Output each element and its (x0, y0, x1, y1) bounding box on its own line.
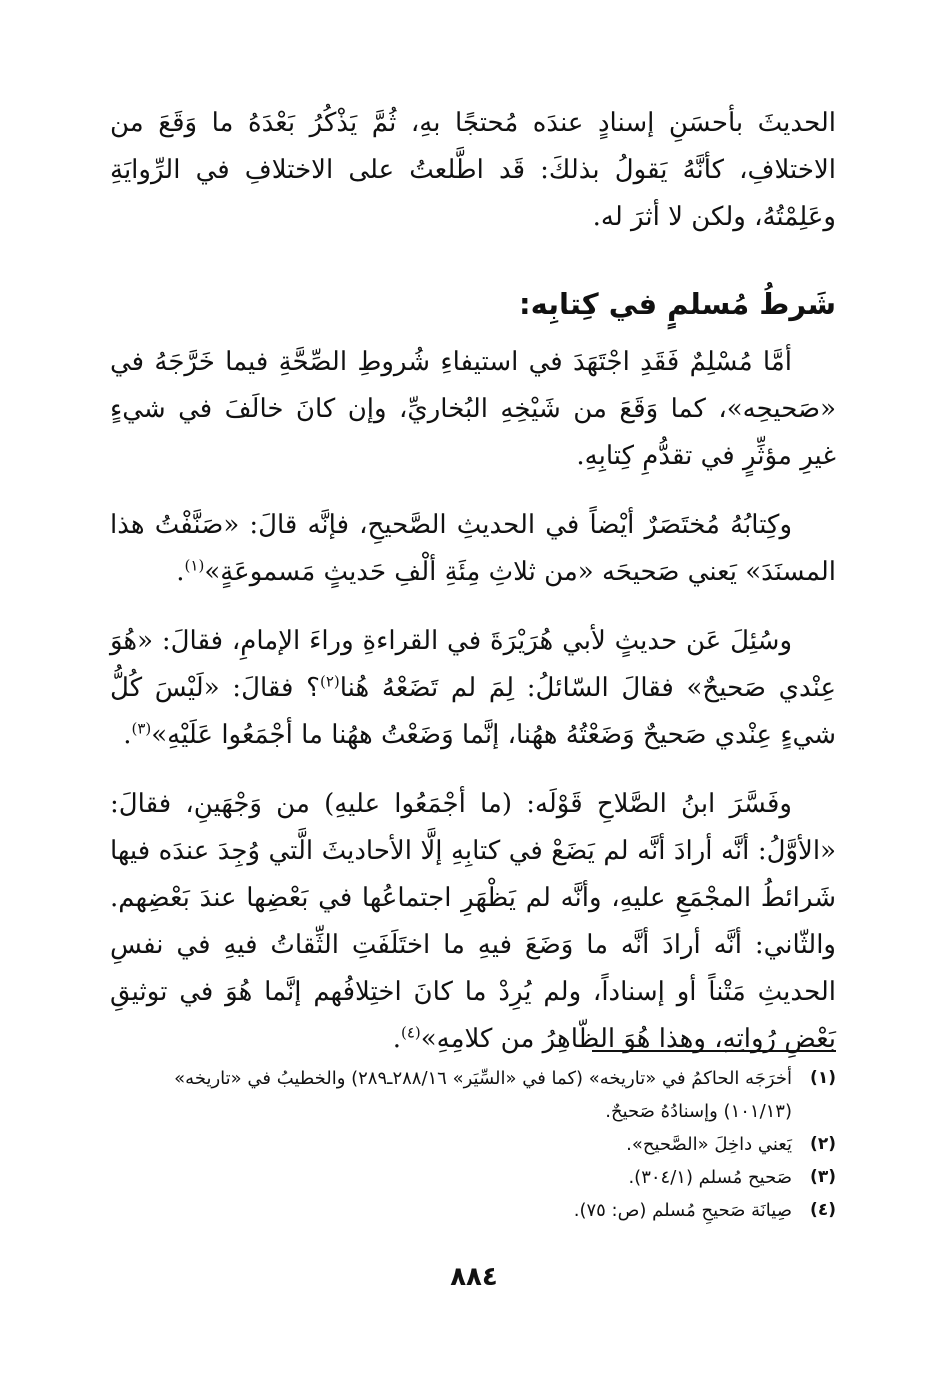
footnote-number: (٤) (810, 1200, 836, 1220)
footnotes (110, 1062, 836, 1227)
footnote-ref-3[interactable]: (٣) (131, 719, 152, 738)
paragraph-3-text: وكِتابُهُ مُختَصَرٌ أيْضاً في الحديثِ الصَّحيحِ، فإنَّه قالَ: «صَنَّفْتُ هذا المسنَدَ» يَعني صَحيحَه «من ثلاثِ مِئَةِ ألْفِ حَديثٍ مَسموعَةٍ» (110, 510, 836, 587)
footnote-ref-4[interactable]: (٤) (400, 1023, 421, 1042)
paragraph-4-end: . (123, 720, 132, 750)
footnote-text: يَعني داخِلَ «الصَّحيح». (626, 1134, 792, 1155)
paragraph-5-text: وفَسَّرَ ابنُ الصَّلاحِ قَوْلَه: (ما أجْمَعُوا عليهِ) من وَجْهَينِ، فقالَ: «الأوَّلُ: أنَّه أرادَ أنَّه لم يَضَعْ في كتابِهِ إلَّا الأحاديثَ الَّتي وُجِدَ عندَه فيها شَرائطُ المجْمَعِ عليهِ، وأنَّه لم يَظْهَرِ اجتماعُها في بَعْضِها عندَ بَعْضِهم. والثّاني: أنَّه أرادَ أنَّه ما وَضَعَ فيهِ ما اختَلَفَتِ الثِّقاتُ فيهِ في نفسِ الحديثِ مَتْناً أو إسناداً، ولم يُرِدْ ما كانَ اختِلافُهم إنَّما هُوَ في توثيقِ بَعْضِ رُواتِهِ، وهذا هُوَ الظّاهِرُ من كلامِهِ» (110, 789, 836, 1054)
footnote-number: (٢) (810, 1134, 836, 1154)
paragraph-2 (110, 339, 836, 480)
paragraph-4-text-a: وسُئِلَ عَن حديثٍ لأبي هُرَيْرَةَ في القراءةِ وراءَ الإمامِ، فقالَ: «هُوَ عِنْدي صَحيحٌ» فقالَ السّائلُ: لِمَ لم تَضَعْهُ هُنا (110, 626, 836, 703)
footnote-item (110, 1062, 836, 1128)
footnote-number: (٣) (810, 1167, 836, 1187)
footnote-item (110, 1194, 836, 1227)
paragraph-1 (110, 100, 836, 241)
footnote-text: صِيانَة صَحيحِ مُسلم (ص: ٧٥). (573, 1200, 792, 1221)
paragraph-5-end: . (392, 1024, 401, 1054)
paragraph-4-text-b: ؟ فقالَ: «لَيْسَ كُلُّ شيءٍ عِنْدي صَحيحٌ وَضَعْتُهُ ههُنا، إنَّما وَضَعْتُ ههُنا ما أجْمَعُوا عَلَيْهِ» (110, 673, 836, 750)
footnote-text: أخرَجَه الحاكمُ في «تاريخه» (كما في «السِّيَر» ٢٨٨/١٦ـ٢٨٩) والخطيبُ في «تاريخه» (١٠١/١٣) وإسنادُهُ صَحيحٌ. (174, 1068, 792, 1122)
page-body (110, 100, 836, 1085)
paragraph-4 (110, 618, 836, 759)
footnote-item (110, 1161, 836, 1194)
paragraph-2-text: أمَّا مُسْلِمٌ فَقَدِ اجْتَهَدَ في استيفاءِ شُروطِ الصِّحَّةِ فيما خَرَّجَهُ في «صَحيحِه»، كما وَقَعَ من شَيْخِهِ البُخاريِّ، وإن كانَ خالَفَ في شيءٍ غيرِ مؤثِّرٍ في تقدُّمِ كِتابِهِ. (110, 347, 836, 471)
paragraph-1-text: الحديثَ بأحسَنِ إسنادٍ عندَه مُحتجًا بهِ، ثُمَّ يَذْكُرُ بَعْدَهُ ما وَقَعَ من الاختلافِ، كأنَّهُ يَقولُ بذلكَ: قَد اطَّلعتُ على الاختلافِ في الرِّوايَةِ وعَلِمْتُهُ، ولكن لا أثرَ له. (110, 108, 836, 232)
paragraph-3 (110, 502, 836, 596)
footnote-number: (١) (810, 1068, 836, 1088)
footnote-item (110, 1128, 836, 1161)
section-heading: شَرطُ مُسلمٍ في كِتابِه: (518, 287, 836, 321)
footnote-text: صَحيح مُسلم (٣٠٤/١). (628, 1167, 792, 1188)
footnote-ref-2[interactable]: (٢) (319, 672, 340, 691)
page-number: ٨٨٤ (450, 1262, 498, 1292)
footnote-divider (592, 1050, 836, 1052)
paragraph-3-end: . (176, 557, 185, 587)
paragraph-5 (110, 781, 836, 1063)
footnote-ref-1[interactable]: (١) (184, 556, 205, 575)
